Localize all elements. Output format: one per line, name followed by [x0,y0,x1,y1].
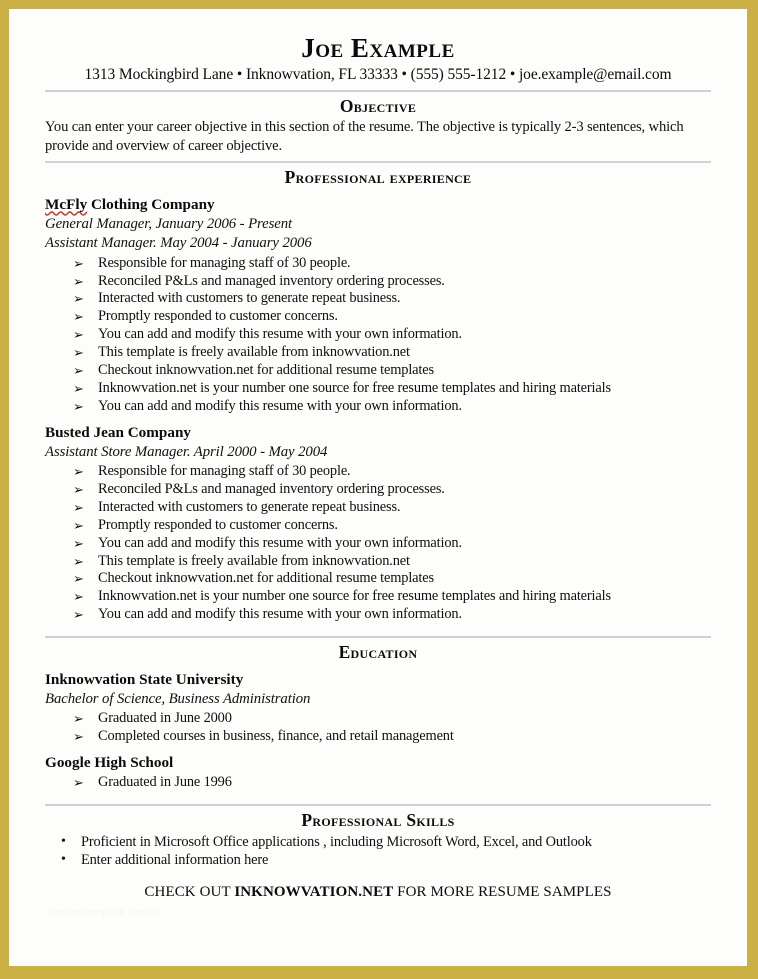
arrow-bullet-icon: ➢ [73,327,84,343]
list-item-text: Interacted with customers to generate repeat business. [98,498,401,515]
spellcheck-flagged-word: McFly [45,196,88,214]
footer-suffix: FOR MORE RESUME SAMPLES [393,884,612,901]
list-item [73,380,711,398]
footer-callout [45,884,711,901]
job-title-and-dates: Assistant Manager. May 2004 - January 2006 [45,235,312,252]
list-item [73,588,711,606]
list-item [73,499,711,517]
arrow-bullet-icon: ➢ [73,774,84,790]
arrow-bullet-icon: ➢ [73,309,84,325]
arrow-bullet-icon: ➢ [73,345,84,361]
watermark-text: resume template sample [49,906,160,919]
skills-list [45,833,711,870]
arrow-bullet-icon: ➢ [73,499,84,515]
arrow-bullet-icon: ➢ [73,729,84,745]
list-item [73,463,711,481]
list-item [73,535,711,553]
list-item [73,273,711,291]
divider-experience [45,636,711,638]
arrow-bullet-icon: ➢ [73,363,84,379]
list-item-text: This template is freely available from inknowvation.net [98,344,410,361]
employer-name [45,423,711,443]
list-item [73,606,711,624]
list-item-text: Responsible for managing staff of 30 people. [98,254,351,271]
footer-site-name[interactable]: INKNOWVATION.NET [234,884,394,901]
list-item [73,344,711,362]
list-item [73,362,711,380]
arrow-bullet-icon: ➢ [73,291,84,307]
divider-education [45,804,711,806]
list-item-text: Graduated in June 2000 [98,710,232,727]
arrow-bullet-icon: ➢ [73,711,84,727]
list-item [73,481,711,499]
experience-0-bullet-list [45,255,711,416]
objective-text: You can enter your career objective in this section of the resume. The objective is typically 2-3 sentences, which provide and overview of career objective. [45,119,684,154]
divider-header [45,90,711,92]
list-item-text: Checkout inknowvation.net for additional resume templates [98,570,434,587]
education-list [45,670,711,792]
experience-1-bullet-list [45,463,711,624]
list-item-text: You can add and modify this resume with your own information. [98,606,462,623]
list-item [73,398,711,416]
list-item-text: Proficient in Microsoft Office applications , including Microsoft Word, Excel, and Outlook [81,833,592,850]
list-item [73,517,711,535]
arrow-bullet-icon: ➢ [73,535,84,551]
list-item-text: Completed courses in business, finance, and retail management [98,728,454,745]
employer-name [45,195,711,215]
arrow-bullet-icon: ➢ [73,273,84,289]
footer-prefix: CHECK OUT [144,884,235,901]
list-item [73,728,711,746]
list-item-text: Enter additional information here [81,852,269,869]
page-title: Joe Example [301,33,455,63]
list-item [73,308,711,326]
list-item-text: Checkout inknowvation.net for additional resume templates [98,362,434,379]
round-bullet-icon: • [61,833,66,849]
list-item [53,851,711,870]
list-item-text: Promptly responded to customer concerns. [98,308,338,325]
education-0-bullet-list [45,710,711,746]
arrow-bullet-icon: ➢ [73,463,84,479]
arrow-bullet-icon: ➢ [73,517,84,533]
arrow-bullet-icon: ➢ [73,553,84,569]
degree-line: Bachelor of Science, Business Administration [45,690,311,707]
school-name: Inknowvation State University [45,671,244,689]
list-item-text: Inknowvation.net is your number one source for free resume templates and hiring materials [98,380,611,397]
resume-page [9,9,747,966]
arrow-bullet-icon: ➢ [73,481,84,497]
arrow-bullet-icon: ➢ [73,589,84,605]
list-item [53,833,711,852]
list-item [73,326,711,344]
arrow-bullet-icon: ➢ [73,571,84,587]
list-item-text: Promptly responded to customer concerns. [98,516,338,533]
section-heading-experience: Professional experience [284,167,472,188]
section-heading-education: Education [338,642,418,663]
employer-name-text: Busted Jean Company [45,423,191,441]
list-item-text: This template is freely available from inknowvation.net [98,552,410,569]
list-item-text: Responsible for managing staff of 30 people. [98,462,351,479]
contact-line: 1313 Mockingbird Lane • Inknowvation, FL 33333 • (555) 555-1212 • joe.example@email.com [84,66,672,84]
list-item-text: You can add and modify this resume with your own information. [98,534,462,551]
list-item-text: You can add and modify this resume with your own information. [98,326,462,343]
arrow-bullet-icon: ➢ [73,398,84,414]
section-heading-objective: Objective [339,96,417,117]
employer-name-text: Clothing Company [87,196,215,214]
list-item [73,553,711,571]
arrow-bullet-icon: ➢ [73,255,84,271]
list-item [73,290,711,308]
arrow-bullet-icon: ➢ [73,381,84,397]
divider-objective [45,161,711,163]
job-title-and-dates: General Manager, January 2006 - Present [45,216,293,233]
job-title-and-dates: Assistant Store Manager. April 2000 - May 2004 [45,443,328,460]
list-item-text: Graduated in June 1996 [98,773,232,790]
school-name: Google High School [45,754,174,772]
education-1-bullet-list [45,774,711,792]
arrow-bullet-icon: ➢ [73,607,84,623]
list-item [73,774,711,792]
list-item-text: Interacted with customers to generate repeat business. [98,290,401,307]
experience-list [45,195,711,624]
list-item-text: Reconciled P&Ls and managed inventory ordering processes. [98,480,445,497]
list-item [73,255,711,273]
list-item-text: You can add and modify this resume with your own information. [98,397,462,414]
list-item-text: Reconciled P&Ls and managed inventory ordering processes. [98,272,445,289]
list-item [73,710,711,728]
list-item-text: Inknowvation.net is your number one source for free resume templates and hiring materials [98,588,611,605]
list-item [73,570,711,588]
section-heading-skills: Professional Skills [301,809,455,830]
round-bullet-icon: • [61,852,66,868]
